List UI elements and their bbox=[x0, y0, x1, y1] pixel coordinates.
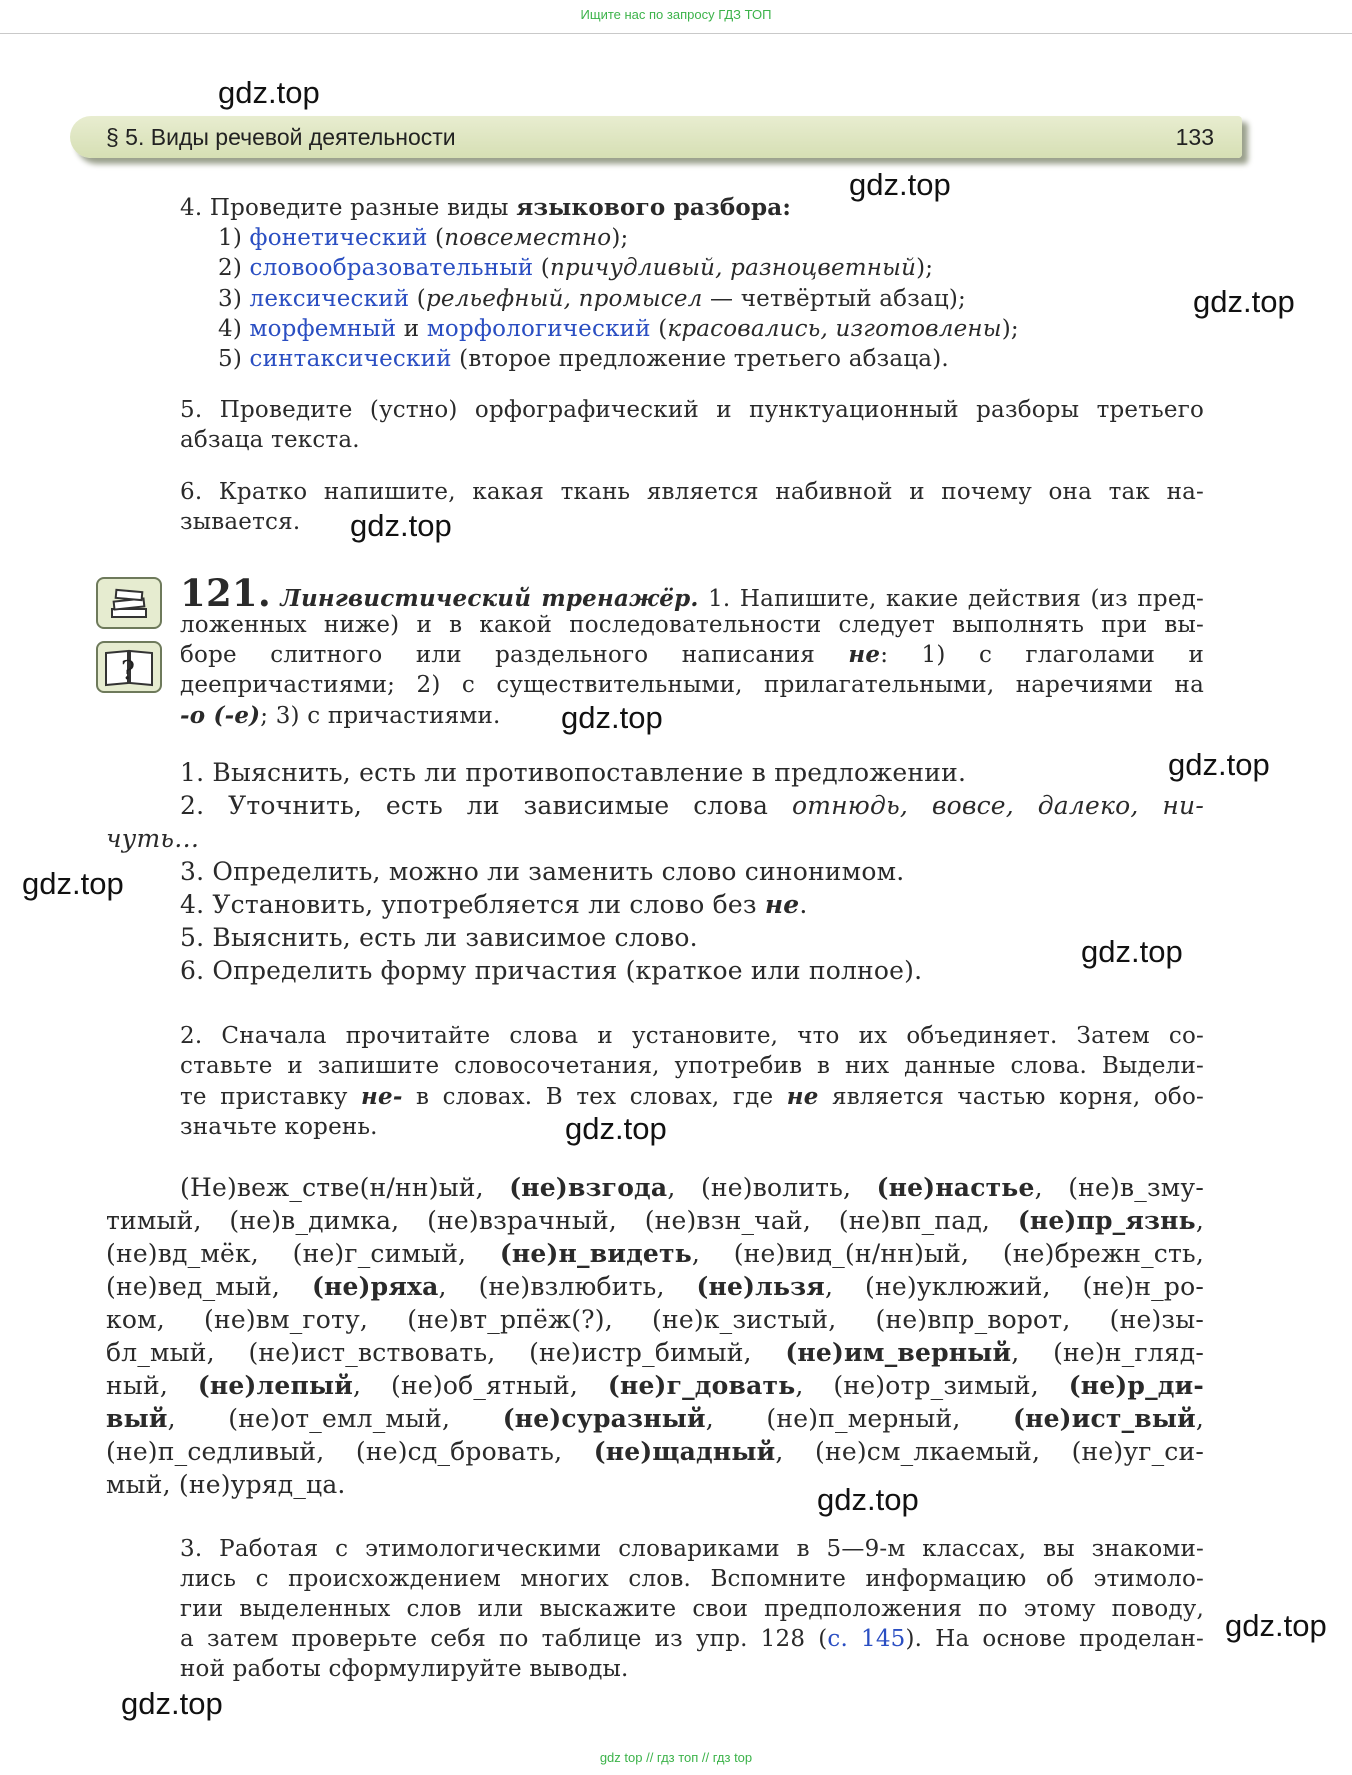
task6-line2: зывается. bbox=[180, 509, 301, 535]
svg-text:?: ? bbox=[121, 656, 135, 686]
task3-text: ). На основе проделан- bbox=[905, 1626, 1204, 1652]
word-bold: (не)пр_язнь bbox=[1017, 1206, 1196, 1235]
word-text: (Не)веж_стве(н/нн)ый, bbox=[180, 1173, 510, 1202]
word-text: мый, (не)уряд_ца. bbox=[106, 1470, 346, 1499]
watermark: gdz.top bbox=[121, 1686, 223, 1721]
word-text: , (не)см_лкаемый, (не)уг_си- bbox=[775, 1437, 1204, 1466]
step-3: 3. Определить, можно ли заменить слово синонимом. bbox=[180, 857, 905, 886]
step-4 bbox=[180, 889, 808, 921]
item-text: ( bbox=[533, 255, 550, 281]
word-bold: (не)р_ди- bbox=[1068, 1371, 1204, 1400]
word-text: (не)вед_мый, bbox=[106, 1272, 312, 1301]
task2-line2: ставьте и запишите словосочетания, употребив в них данные слова. Выдели- bbox=[180, 1053, 1204, 1079]
watermark: gdz.top bbox=[1168, 747, 1270, 782]
task4-intro-text: 4. Проведите разные виды bbox=[180, 195, 517, 221]
task2-line3 bbox=[180, 1082, 1204, 1113]
item-end: ); bbox=[611, 225, 629, 251]
task4-intro-bold: языкового разбора: bbox=[516, 194, 792, 221]
word-formation-link[interactable]: словообразовательный bbox=[249, 255, 534, 281]
step-examples: отнюдь, вовсе, далеко, ни- bbox=[791, 791, 1204, 820]
item-number: 4) bbox=[218, 316, 250, 342]
word-text: тимый, (не)в_димка, (не)взрачный, (не)взн_чай, (не)вп_пад, bbox=[106, 1206, 1018, 1235]
word-text: , (не)отр_зимый, bbox=[795, 1371, 1069, 1400]
item-text: ( bbox=[427, 225, 445, 251]
exercise-number: 121. bbox=[180, 571, 271, 615]
ex121-ne: не bbox=[848, 641, 881, 668]
step-6: 6. Определить форму причастия (краткое или полное). bbox=[180, 956, 923, 985]
item-example: причудливый, разноцветный bbox=[549, 255, 917, 281]
watermark: gdz.top bbox=[849, 167, 951, 202]
words-line-3 bbox=[106, 1237, 1204, 1270]
watermark: gdz.top bbox=[565, 1111, 667, 1146]
question-book-icon bbox=[96, 641, 162, 693]
task2-ne: не bbox=[786, 1083, 819, 1110]
item-number: 1) bbox=[218, 225, 250, 251]
watermark: gdz.top bbox=[1225, 1608, 1327, 1643]
step-text: 2. Уточнить, есть ли зависимые слова bbox=[180, 791, 792, 820]
word-text: ком, (не)вм_готу, (не)вт_рпёж(?), (не)к_зистый, (не)впр_ворот, (не)зы- bbox=[106, 1305, 1204, 1334]
task4-item-3 bbox=[218, 284, 966, 315]
item-end: ); bbox=[916, 255, 934, 281]
word-text: , (не)н_гляд- bbox=[1011, 1338, 1204, 1367]
lexical-link[interactable]: лексический bbox=[249, 286, 410, 312]
word-text: , (не)в_зму- bbox=[1034, 1173, 1204, 1202]
word-text: , (не)волить, bbox=[667, 1173, 877, 1202]
step-5: 5. Выяснить, есть ли зависимое слово. bbox=[180, 923, 698, 952]
ex121-text: боре слитного или раздельного написания bbox=[180, 642, 849, 668]
task2-text: те приставку bbox=[180, 1084, 362, 1110]
word-bold: (не)н_видеть bbox=[499, 1239, 692, 1268]
watermark: gdz.top bbox=[218, 75, 320, 110]
task3-line1: 3. Работая с этимологическими словариками в 5—9-м классах, вы знакоми- bbox=[180, 1536, 1204, 1562]
item-text: ( bbox=[409, 286, 426, 312]
word-text: ный, bbox=[106, 1371, 198, 1400]
morphemic-link[interactable]: морфемный bbox=[249, 316, 397, 342]
task2-text: в словах. В тех словах, где bbox=[402, 1084, 787, 1110]
ex121-line3 bbox=[180, 640, 1204, 671]
word-bold: (не)ряха bbox=[312, 1272, 439, 1301]
word-text: , bbox=[1195, 1206, 1204, 1235]
item-example: красовались, изготовлены bbox=[667, 316, 1002, 342]
phonetic-link[interactable]: фонетический bbox=[249, 225, 428, 251]
ex121-text: ; 3) с причастиями. bbox=[260, 703, 501, 729]
task3-line4 bbox=[180, 1624, 1204, 1655]
ex121-line4: деепричастиями; 2) с существительными, прилагательными, наречиями на bbox=[180, 672, 1204, 698]
item-example: рельефный, промысел bbox=[425, 286, 703, 312]
ex121-suffix: -о (-е) bbox=[180, 702, 261, 729]
task2-line1: 2. Сначала прочитайте слова и установите, что их объединяет. Затем со- bbox=[180, 1023, 1204, 1049]
item-text: ( bbox=[650, 316, 668, 342]
word-text: , (не)вид_(н/нн)ый, (не)брежн_сть, bbox=[691, 1239, 1204, 1268]
item-text: (второе предложение третьего абзаца). bbox=[451, 346, 949, 372]
item-conj: и bbox=[396, 316, 427, 342]
morphological-link[interactable]: морфологический bbox=[426, 316, 651, 342]
words-line-6 bbox=[106, 1336, 1204, 1369]
task4-item-5 bbox=[218, 344, 949, 375]
words-line-7 bbox=[106, 1369, 1204, 1402]
page-ref-link[interactable]: с. 145 bbox=[827, 1626, 906, 1652]
top-banner: Ищите нас по запросу ГДЗ ТОП bbox=[0, 0, 1352, 34]
task3-line3: гии выделенных слов или выскажите свои предположения по этому поводу, bbox=[180, 1596, 1204, 1622]
page-number: 133 bbox=[1175, 124, 1214, 150]
footer: gdz top // гдз топ // гдз top bbox=[599, 1750, 753, 1765]
watermark: gdz.top bbox=[22, 866, 124, 901]
word-bold: (не)им_верный bbox=[785, 1338, 1012, 1367]
word-bold: (не)суразный bbox=[502, 1404, 706, 1433]
words-line-5 bbox=[106, 1303, 1204, 1336]
step-1: 1. Выяснить, есть ли противопоставление в предложении. bbox=[180, 758, 967, 787]
word-text: (не)вд_мёк, (не)г_симый, bbox=[106, 1239, 500, 1268]
task6-line1: 6. Кратко напишите, какая ткань является набивной и почему она так на- bbox=[180, 479, 1204, 505]
task2-prefix: не- bbox=[361, 1083, 403, 1110]
step-2-cont: чуть… bbox=[106, 824, 200, 853]
item-end: — четвёртый абзац); bbox=[702, 286, 966, 312]
word-bold: (не)лепый bbox=[197, 1371, 353, 1400]
task3-line2: лись с происхождением многих слов. Вспомните информацию об этимоло- bbox=[180, 1566, 1204, 1592]
task2-text: является частью корня, обо- bbox=[818, 1084, 1204, 1110]
word-bold: (не)ист_вый bbox=[1013, 1404, 1196, 1433]
task4-item-1 bbox=[218, 223, 628, 254]
word-text: , (не)взлюбить, bbox=[438, 1272, 697, 1301]
step-2 bbox=[180, 790, 1204, 822]
section-header bbox=[70, 116, 1242, 158]
word-bold: (не)г_довать bbox=[607, 1371, 796, 1400]
step-ne: не bbox=[764, 890, 800, 919]
section-title: § 5. Виды речевой деятельности bbox=[106, 124, 456, 150]
task4-intro bbox=[180, 193, 791, 224]
ex121-line5 bbox=[180, 701, 501, 732]
step-text: . bbox=[799, 890, 808, 919]
words-line-1 bbox=[180, 1171, 1204, 1204]
task4-item-2 bbox=[218, 253, 933, 284]
item-number: 5) bbox=[218, 346, 250, 372]
item-end: ); bbox=[1001, 316, 1019, 342]
words-line-9 bbox=[106, 1435, 1204, 1468]
word-bold: (не)настье bbox=[876, 1173, 1035, 1202]
words-line-10 bbox=[106, 1468, 346, 1501]
watermark: gdz.top bbox=[350, 508, 452, 543]
word-text: , (не)об_ятный, bbox=[353, 1371, 608, 1400]
task4-item-4 bbox=[218, 314, 1019, 345]
word-bold: (не)льзя bbox=[696, 1272, 825, 1301]
item-number: 3) bbox=[218, 286, 250, 312]
word-text: , (не)п_мерный, bbox=[705, 1404, 1014, 1433]
task3-line5: ной работы сформулируйте выводы. bbox=[180, 1656, 629, 1682]
word-bold: (не)взгода bbox=[509, 1173, 668, 1202]
exercise-title: Лингвистический тренажёр. bbox=[280, 585, 699, 612]
words-line-8 bbox=[106, 1402, 1204, 1435]
syntactic-link[interactable]: синтаксический bbox=[249, 346, 452, 372]
words-line-2 bbox=[106, 1204, 1204, 1237]
exercise-text: 1. Напишите, какие действия (из пред- bbox=[698, 586, 1204, 612]
word-bold: вый bbox=[106, 1404, 168, 1433]
word-text: бл_мый, (не)ист_вствовать, (не)истр_бимый, bbox=[106, 1338, 786, 1367]
item-example: повсеместно bbox=[444, 225, 612, 251]
step-text: 4. Установить, употребляется ли слово без bbox=[180, 890, 765, 919]
task2-line4: значьте корень. bbox=[180, 1114, 378, 1140]
word-bold: (не)щадный bbox=[593, 1437, 776, 1466]
watermark: gdz.top bbox=[1081, 934, 1183, 969]
ex121-line2: ложенных ниже) и в какой последовательности следует выполнять при вы- bbox=[180, 612, 1204, 638]
item-number: 2) bbox=[218, 255, 250, 281]
word-text: , (не)от_емл_мый, bbox=[167, 1404, 503, 1433]
watermark: gdz.top bbox=[817, 1482, 919, 1517]
word-text: (не)п_седливый, (не)сд_бровать, bbox=[106, 1437, 594, 1466]
task5-line1: 5. Проведите (устно) орфографический и пунктуационный разборы третьего bbox=[180, 397, 1204, 423]
words-line-4 bbox=[106, 1270, 1204, 1303]
task5-line2: абзаца текста. bbox=[180, 427, 360, 453]
word-text: , bbox=[1195, 1404, 1204, 1433]
word-text: , (не)уклюжий, (не)н_ро- bbox=[824, 1272, 1204, 1301]
books-icon bbox=[96, 577, 162, 629]
task3-text: а затем проверьте себя по таблице из упр. 128 ( bbox=[180, 1626, 828, 1652]
watermark: gdz.top bbox=[1193, 284, 1295, 319]
ex121-text: : 1) с глаголами и bbox=[880, 642, 1204, 668]
watermark: gdz.top bbox=[561, 700, 663, 735]
